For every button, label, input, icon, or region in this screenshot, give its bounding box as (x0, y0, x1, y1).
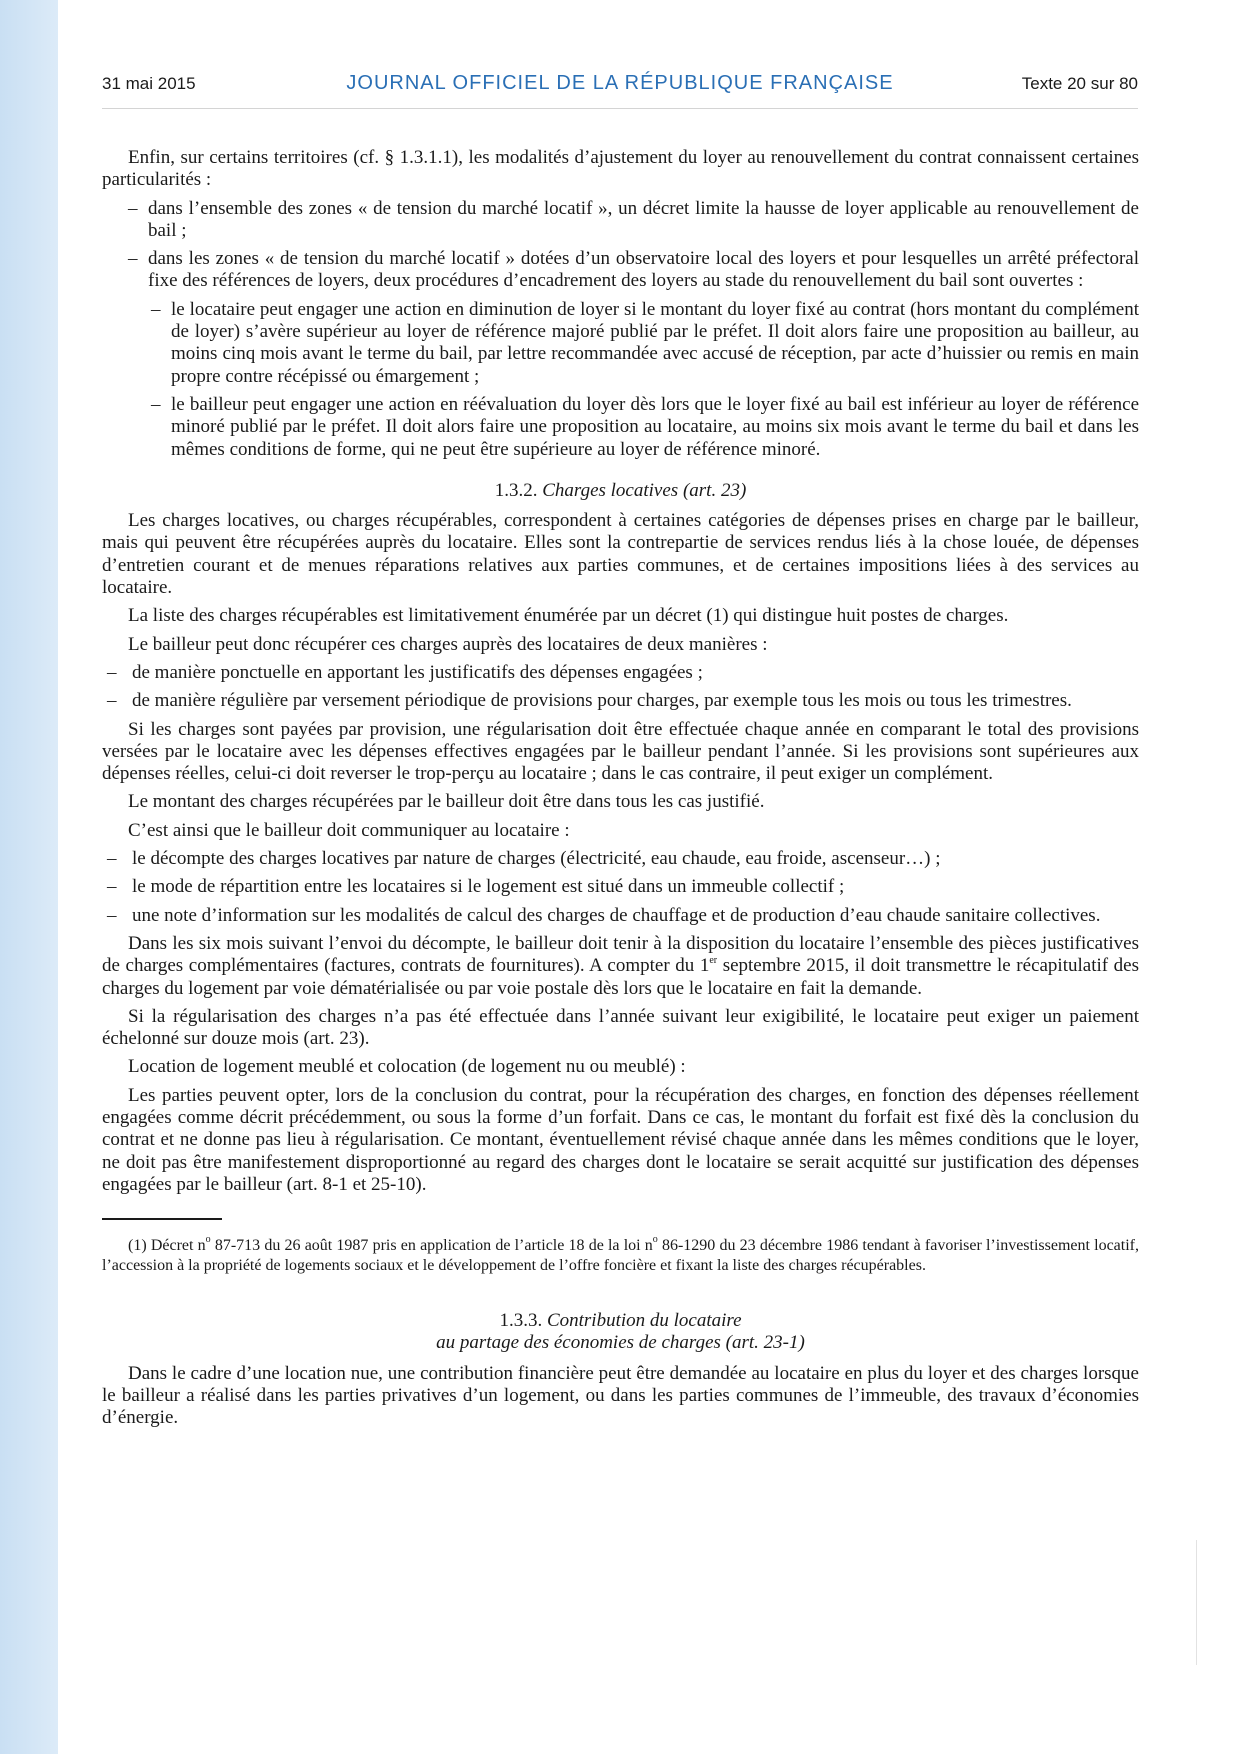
paragraph: Les parties peuvent opter, lors de la conclusion du contrat, pour la récupération des charges, en fonction des dépenses réellement engagées comme décrit précédemment, ou sous la forme d’un forfait. Dans ce cas, le montant du forfait est fixé dès la conclusion du contrat et ne donne pas lieu à régularisation. Ce montant, éventuellement révisé chaque année dans les mêmes conditions que le loyer, ne doit pas être manifestement disproportionné au regard des charges dont le locataire se serait acquitté sur justification des dépenses engagées par le bailleur (art. 8-1 et 25-10). (102, 1084, 1139, 1195)
paragraph: Le bailleur peut donc récupérer ces charges auprès des locataires de deux manières : (128, 633, 768, 655)
paragraph: Location de logement meublé et colocation (de logement nu ou meublé) : (128, 1056, 686, 1078)
list-dash: – (107, 904, 117, 926)
list-dash: – (151, 298, 161, 320)
list-item (102, 876, 1139, 898)
list-item-text: de manière régulière par versement périodique de provisions pour charges, par exemple tous les mois ou tous les trimestres. (132, 690, 1072, 712)
page-left-band (0, 0, 58, 1754)
list-item-text: une note d’information sur les modalités de calcul des charges de chauffage et de production d’eau chaude sanitaire collectives. (132, 904, 1101, 926)
list-dash: – (107, 848, 117, 870)
section-heading-1-3-2 (102, 480, 1139, 502)
page-edge (1190, 1540, 1197, 1665)
list-item-text: dans les zones « de tension du marché locatif » dotées d’un observatoire local des loyers et pour lesquelles un arrêté préfectoral fixe des références de loyers, deux procédures d’encadrement des loyers au stade du renouvellement du bail sont ouvertes : (148, 248, 1139, 292)
list-item (102, 662, 1139, 684)
list-dash: – (151, 393, 161, 415)
section-title-line1: Contribution du locataire (546, 1310, 742, 1332)
list-dash: – (107, 690, 117, 712)
list-item-text: de manière ponctuelle en apportant les justificatifs des dépenses engagées ; (132, 661, 703, 683)
list-dash: – (107, 661, 117, 683)
list-item (102, 690, 1139, 712)
header-page-ref: Texte 20 sur 80 (1021, 74, 1138, 93)
list-item (102, 905, 1139, 927)
sub-list-item-text: le bailleur peut engager une action en réévaluation du loyer dès lors que le loyer fixé au bail est inférieur au loyer de référence minoré publié par le préfet. Il doit alors faire une proposition au locataire, au moins six mois avant le terme du bail et dans les mêmes conditions de forme, qui ne peut être supérieure au loyer de référence minoré. (171, 393, 1139, 460)
footnote (102, 1236, 1139, 1276)
section-title: Charges locatives (art. 23) (542, 479, 747, 501)
document-body (102, 147, 1139, 1436)
paragraph: Si la régularisation des charges n’a pas été effectuée dans l’année suivant leur exigibilité, le locataire peut exiger un paiement échelonné sur douze mois (art. 23). (102, 1005, 1139, 1050)
header-date: 31 mai 2015 (102, 74, 196, 93)
paragraph: La liste des charges récupérables est limitativement énumérée par un décret (1) qui distingue huit postes de charges. (128, 605, 1009, 627)
sub-list-item (102, 299, 1139, 388)
paragraph: Les charges locatives, ou charges récupérables, correspondent à certaines catégories de dépenses prises en charge par le bailleur, mais qui peuvent être récupérées auprès du locataire. Elles sont la contrepartie de services rendus liés à la chose louée, de dépenses d’entretien courant et de menues réparations relatives aux parties communes, et de certaines impositions liées à des services au locataire. (102, 510, 1139, 599)
journal-title: JOURNAL OFFICIEL DE LA RÉPUBLIQUE FRANÇAISE (346, 72, 894, 94)
paragraph: C’est ainsi que le bailleur doit communiquer au locataire : (128, 819, 570, 841)
paragraph: Si les charges sont payées par provision, une régularisation doit être effectuée chaque année en comparant le total des provisions versées par le locataire avec les dépenses effectives engagées par le bailleur pendant l’année. Si les provisions sont supérieures aux dépenses réelles, celui-ci doit reverser le trop-perçu au locataire ; dans le cas contraire, il peut exiger un complément. (102, 718, 1139, 785)
list-item (102, 248, 1139, 293)
section-title-line2: au partage des économies de charges (art. 23-1) (436, 1332, 805, 1354)
list-item (102, 848, 1139, 870)
paragraph (102, 933, 1139, 1000)
superscript: o (205, 1234, 211, 1246)
section-number: 1.3.2. (494, 479, 538, 501)
sub-list-item-text: le locataire peut engager une action en diminution de loyer si le montant du loyer fixé au contrat (hors montant du complément de loyer) s’avère supérieur au loyer de référence majoré publié par le préfet. Il doit alors faire une proposition au bailleur, au moins cinq mois avant le terme du bail, par lettre recommandée avec accusé de réception, par acte d’huissier ou remis en main propre contre récépissé ou émargement ; (171, 298, 1139, 387)
list-dash: – (128, 248, 138, 270)
footnote-text: (1) Décret n (128, 1237, 206, 1255)
paragraph-text: septembre 2015, il doit transmettre le récapitulatif des charges du logement par voie dématérialisée ou par voie postale dès lors que le locataire en fait la demande. (102, 955, 1139, 999)
intro-paragraph: Enfin, sur certains territoires (cf. § 1.3.1.1), les modalités d’ajustement du loyer au renouvellement du contrat connaissent certaines particularités : (102, 147, 1139, 191)
superscript: o (652, 1234, 658, 1246)
list-dash: – (128, 197, 138, 219)
list-item (102, 198, 1139, 243)
page-header (102, 60, 1138, 109)
list-dash: – (107, 876, 117, 898)
list-item-text: le mode de répartition entre les locataires si le logement est situé dans un immeuble collectif ; (132, 876, 845, 898)
list-item-text: le décompte des charges locatives par nature de charges (électricité, eau chaude, eau froide, ascenseur…) ; (132, 848, 941, 870)
paragraph-text: Dans les six mois suivant l’envoi du décompte, le bailleur doit tenir à la disposition du locataire l’ensemble des pièces justificatives de charges complémentaires (factures, contrats de fournitures). A compter du 1 (102, 932, 1139, 977)
footnote-text: 87-713 du 26 août 1987 pris en application de l’article 18 de la loi n (210, 1237, 653, 1255)
paragraph: Dans le cadre d’une location nue, une contribution financière peut être demandée au locataire en plus du loyer et des charges lorsque le bailleur a réalisé dans les parties privatives d’un logement, ou dans les parties communes de l’immeuble, des travaux d’économies d’énergie. (102, 1362, 1139, 1429)
paragraph: Le montant des charges récupérées par le bailleur doit être dans tous les cas justifié. (128, 791, 765, 813)
section-number: 1.3.3. (499, 1310, 543, 1332)
superscript: er (709, 955, 718, 967)
section-heading-1-3-3 (102, 1310, 1139, 1355)
list-item-text: dans l’ensemble des zones « de tension du marché locatif », un décret limite la hausse de loyer applicable au renouvellement de bail ; (148, 197, 1139, 241)
footnote-rule (102, 1218, 222, 1220)
sub-list-item (102, 394, 1139, 461)
footnote-text: 86-1290 du 23 décembre 1986 tendant à favoriser l’investissement locatif, l’accession à la propriété de logements sociaux et le développement de l’offre foncière et fixant la liste des charges récupérables. (102, 1237, 1139, 1275)
